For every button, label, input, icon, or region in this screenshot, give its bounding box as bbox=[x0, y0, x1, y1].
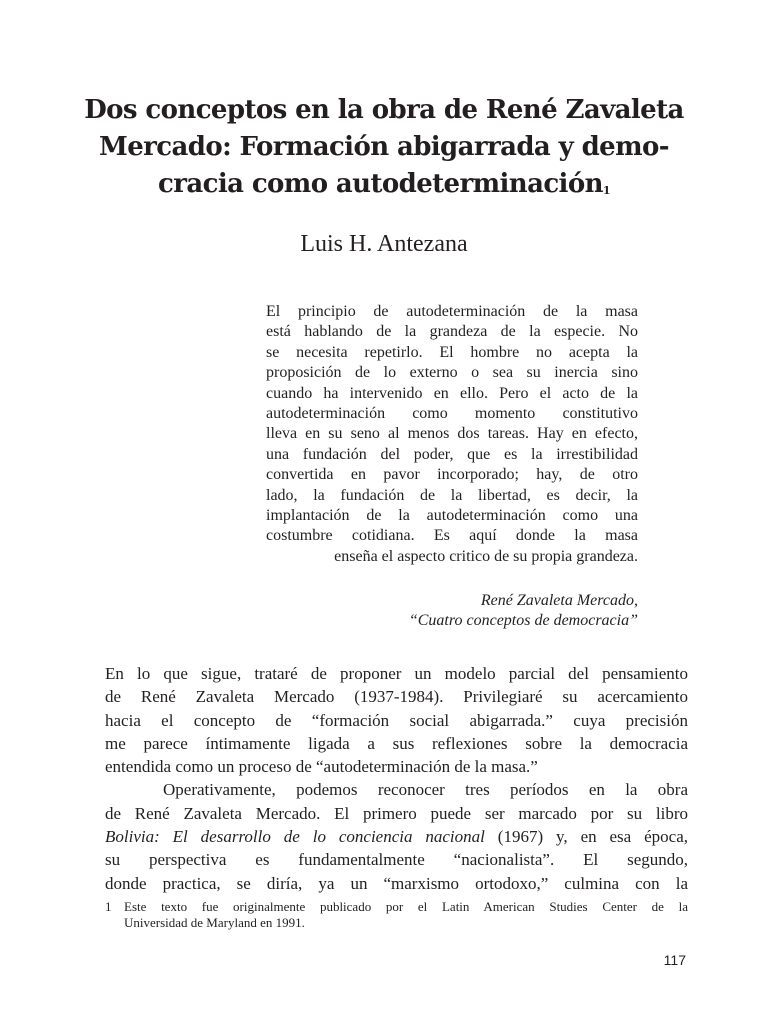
footnote-marker: 1 bbox=[602, 184, 610, 197]
footnote bbox=[105, 899, 688, 931]
body-line bbox=[105, 825, 688, 848]
body-line: entendida como un proceso de “autodeterminación de la masa.” bbox=[105, 757, 538, 777]
book-title: Bolivia: El desarrollo de lo conciencia nacional bbox=[105, 827, 485, 847]
epigraph-line: lado, la fundación de la libertad, es decir, la bbox=[266, 486, 638, 504]
body-line: de René Zavaleta Mercado (1937-1984). Privilegiaré su acercamiento bbox=[105, 687, 688, 707]
body-text bbox=[105, 662, 688, 895]
attribution-author: René Zavaleta Mercado, bbox=[480, 592, 638, 609]
footnote-line: Universidad de Maryland en 1991. bbox=[124, 915, 305, 930]
body-line: hacia el concepto de “formación social abigarrada.” cuya precisión bbox=[105, 710, 688, 730]
epigraph bbox=[266, 302, 638, 567]
body-line: donde practica, se diría, ya un “marxismo ortodoxo,” culmina con la bbox=[105, 873, 688, 893]
footnote-number: 1 bbox=[105, 899, 112, 914]
title-line: Dos conceptos en la obra de René Zavaleta bbox=[84, 95, 684, 125]
body-line: me parece íntimamente ligada a sus reflexiones sobre la democracia bbox=[105, 733, 688, 753]
author-name: Luis H. Antezana bbox=[300, 231, 468, 257]
epigraph-line: lleva en su seno al menos dos tareas. Hay en efecto, bbox=[266, 425, 638, 443]
footnote-text bbox=[124, 899, 688, 931]
epigraph-line: proposición de lo externo o sea su inercia sino bbox=[266, 364, 638, 382]
body-line: de René Zavaleta Mercado. El primero puede ser marcado por su libro bbox=[105, 803, 688, 823]
attribution-work: “Cuatro conceptos de democracia” bbox=[408, 612, 638, 629]
epigraph-line: está hablando de la grandeza de la especie. No bbox=[266, 323, 638, 341]
epigraph-line: enseña el aspecto critico de su propia grandeza. bbox=[334, 547, 638, 565]
body-line: Operativamente, podemos reconocer tres períodos en la obra bbox=[163, 780, 688, 800]
body-line: En lo que sigue, trataré de proponer un modelo parcial del pensamiento bbox=[105, 664, 688, 683]
title-line bbox=[60, 166, 708, 203]
article-title bbox=[60, 92, 708, 203]
epigraph-line: costumbre cotidiana. Es aquí donde la masa bbox=[266, 527, 638, 545]
epigraph-line: cuando ha intervenido en ello. Pero el acto de la bbox=[266, 384, 638, 402]
title-line: Mercado: Formación abigarrada y demo- bbox=[99, 132, 669, 162]
page-number: 117 bbox=[663, 952, 686, 968]
epigraph-attribution bbox=[266, 591, 638, 631]
title-line-text: cracia como autodeterminación bbox=[158, 169, 603, 199]
epigraph-line: una fundación del poder, que es la irrestibilidad bbox=[266, 445, 638, 463]
epigraph-line: autodeterminación como momento constitutivo bbox=[266, 405, 638, 423]
body-line: su perspectiva es fundamentalmente “nacionalista”. El segundo, bbox=[105, 850, 688, 870]
epigraph-line: se necesita repetirlo. El hombre no acepta la bbox=[266, 343, 638, 361]
body-line-text: (1967) y, en esa época, bbox=[484, 827, 689, 847]
epigraph-line: convertida en pavor incorporado; hay, de otro bbox=[266, 466, 638, 484]
epigraph-line: implantación de la autodeterminación como una bbox=[266, 507, 638, 525]
epigraph-line: El principio de autodeterminación de la masa bbox=[266, 303, 638, 320]
footnote-line: Este texto fue originalmente publicado por el Latin American Studies Center de la bbox=[124, 899, 688, 914]
